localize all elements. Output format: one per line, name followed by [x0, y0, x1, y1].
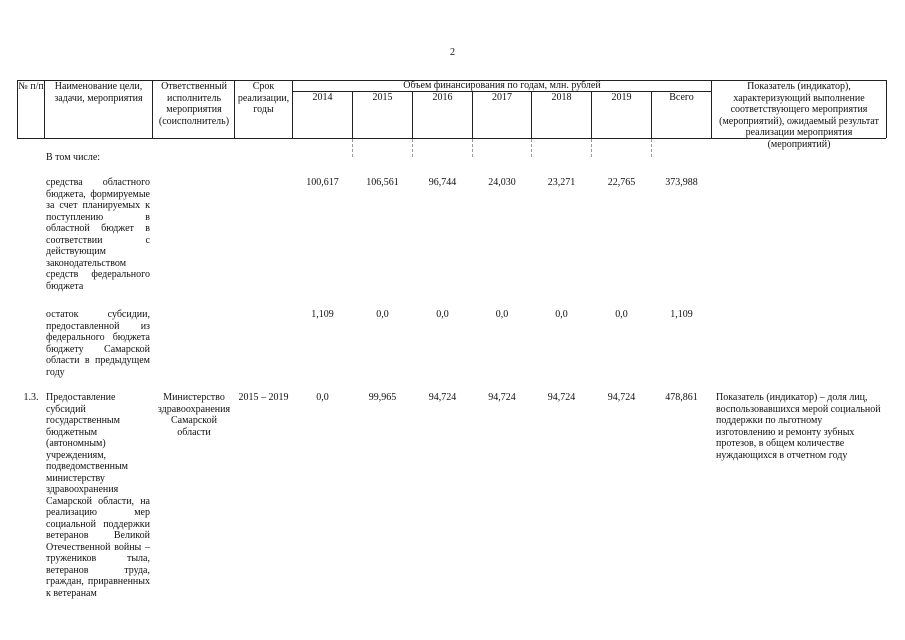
value-total: 373,988: [665, 177, 698, 188]
header-period: Срок реализации, годы: [237, 81, 290, 115]
row-period: 2015 – 2019: [238, 392, 289, 403]
column-guide: [531, 139, 532, 157]
value-2018: 0,0: [555, 309, 568, 320]
value-2015: 99,965: [368, 392, 397, 403]
column-guide: [651, 139, 652, 157]
value-2014: 1,109: [311, 309, 334, 320]
column-guide: [591, 139, 592, 157]
value-2016: 0,0: [436, 309, 449, 320]
row-name: Предоставление субсидий государственным бюджетным (автономным) учреждениям, подведомственным министерству здравоохранения Самарской области, на реализацию мер социальной поддержки ветеранов Великой Отечественной войны – тружеников тыла, ветеранов труда, граждан, приравненных к ветеранам: [46, 392, 150, 599]
header-num: № п/п: [18, 81, 44, 92]
value-2019: 22,765: [607, 177, 636, 188]
value-2019: 94,724: [607, 392, 636, 403]
row-name: остаток субсидии, предоставленной из федерального бюджета бюджету Самарской области в предыдущем году: [46, 309, 150, 378]
header-year-2015: 2015: [372, 92, 393, 103]
col-border: [152, 80, 153, 138]
row-executor: Министерство здравоохранения Самарской области: [157, 392, 231, 438]
value-2015: 106,561: [366, 177, 399, 188]
column-guide: [472, 139, 473, 157]
value-2017: 24,030: [488, 177, 516, 188]
col-border: [711, 80, 712, 138]
value-2018: 94,724: [547, 392, 576, 403]
header-financing: Объем финансирования по годам, млн. рублей: [403, 80, 601, 91]
row-indicator: Показатель (индикатор) – доля лиц, воспользовавшихся мерой социальной поддержки по льготному изготовлению и ремонту зубных протезов, в общем количестве нуждающихся в отчетном году: [716, 392, 881, 461]
row-num: 1.3.: [23, 392, 39, 403]
header-year-2014: 2014: [312, 92, 333, 103]
row-name: средства областного бюджета, формируемые за счет планируемых к поступлению в областной бюджет в соответствии с действующим законодательством средств федерального бюджета: [46, 177, 150, 292]
value-2014: 0,0: [316, 392, 329, 403]
value-2014: 100,617: [306, 177, 339, 188]
value-2018: 23,271: [547, 177, 576, 188]
value-total: 478,861: [665, 392, 698, 403]
header-name: Наименование цели, задачи, мероприятия: [54, 81, 143, 104]
header-year-2019: 2019: [611, 92, 632, 103]
column-guide: [352, 139, 353, 157]
header-year-2018: 2018: [551, 92, 572, 103]
header-total: Всего: [669, 92, 694, 103]
col-border: [234, 80, 235, 138]
including-label: В том числе:: [46, 152, 101, 163]
value-total: 1,109: [670, 309, 693, 320]
col-border: [886, 80, 887, 138]
page-number: 2: [450, 47, 455, 58]
header-year-2016: 2016: [432, 92, 453, 103]
header-executor: Ответственный исполнитель мероприятия (соисполнитель): [158, 81, 230, 127]
col-border: [44, 80, 45, 138]
value-2016: 96,744: [428, 177, 457, 188]
header-year-2017: 2017: [492, 92, 512, 103]
value-2016: 94,724: [428, 392, 457, 403]
value-2017: 0,0: [495, 309, 509, 320]
value-2017: 94,724: [488, 392, 516, 403]
value-2015: 0,0: [376, 309, 389, 320]
column-guide: [412, 139, 413, 157]
header-indicator: Показатель (индикатор), характеризующий выполнение соответствующего мероприятия (мероприятий), ожидаемый результат реализации мероприятия (мероприятий): [719, 81, 879, 150]
value-2019: 0,0: [615, 309, 628, 320]
